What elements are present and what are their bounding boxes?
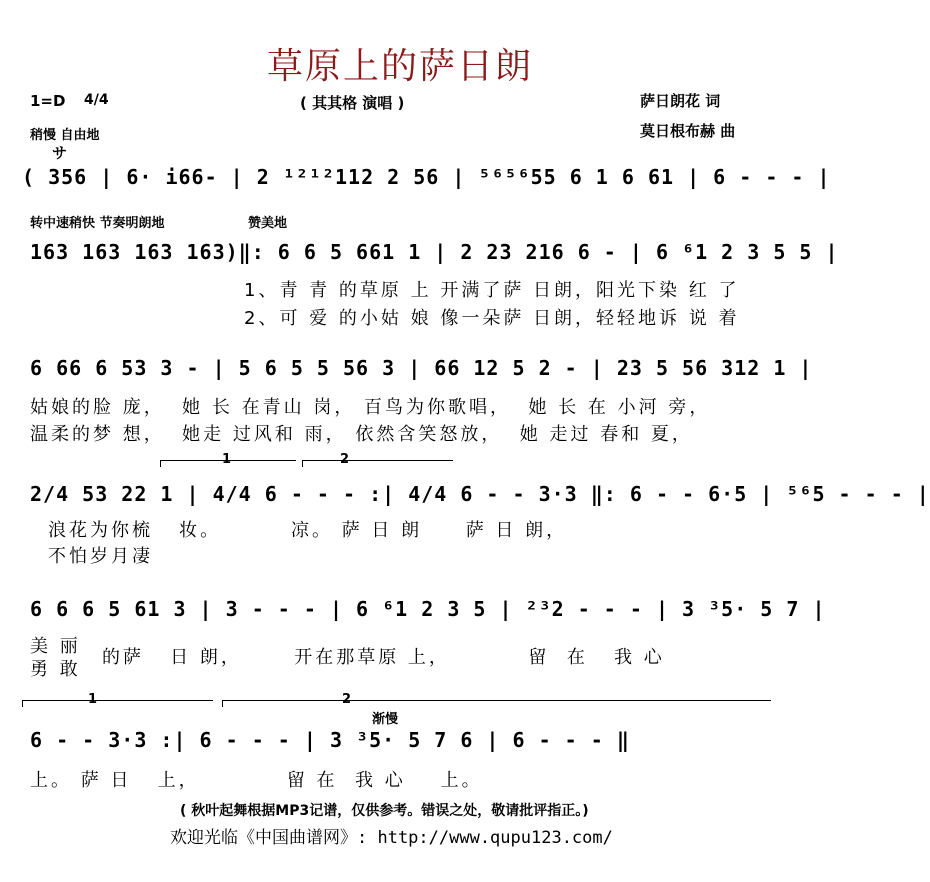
lyricist: 萨日朗花 词 [640, 92, 721, 110]
composer: 莫日根布赫 曲 [640, 122, 736, 140]
row5-notes: 6 6 6 5 61 3 | 3 - - - | 6 ⁶1 2 3 5 | ²³2 - - - | 3 ³5· 5 7 | [30, 597, 826, 621]
row3-notes: 6 66 6 53 3 - | 5 6 5 5 56 3 | 66 12 5 2 - | 23 5 56 312 1 | [30, 356, 813, 380]
row6-notes: 6 - - 3·3 :| 6 - - - | 3 ³5· 5 7 6 | 6 - - - ‖ [30, 728, 630, 752]
volta-bracket-2b [222, 700, 771, 707]
volta-label-2: 2 [340, 452, 350, 467]
row2-lyric-1: 1、青 青 的草原 上 开满了萨 日朗，阳光下染 红 了 [244, 280, 740, 301]
row5-lyric-a: 美 丽 [30, 636, 81, 657]
row4-notes: 2/4 53 22 1 | 4/4 6 - - - :| 4/4 6 - - 3·3 ‖: 6 - - 6·5 | ⁵⁶5 - - - | [30, 482, 930, 506]
song-title: 草原上的萨日朗 [266, 46, 533, 87]
tempo-praise: 赞美地 [248, 216, 288, 231]
volta-bracket-2 [302, 460, 453, 467]
row4-lyric-2: 不怕岁月凄 [48, 546, 153, 567]
tempo-change: 转中速稍快 节奏明朗地 [30, 216, 165, 231]
fermata-mark: サ [52, 144, 68, 162]
key-signature: 1=D [30, 92, 66, 110]
time-signature: 4/4 [84, 92, 109, 108]
intro-notes: ( 356 | 6· i66- | 2 ¹²¹²112 2 56 | ⁵⁶⁵⁶55 6 1 6 61 | 6 - - - | [22, 165, 831, 189]
footer-note: ( 秋叶起舞根据MP3记谱，仅供参考。错误之处，敬请批评指正。) [180, 803, 589, 819]
performer: ( 其其格 演唱 ) [300, 94, 405, 112]
row2-lyric-2: 2、可 爱 的小姑 娘 像一朵萨 日朗，轻轻地诉 说 着 [244, 308, 740, 329]
row3-lyric-2: 温柔的梦 想， 她走 过风和 雨， 依然含笑怒放， 她 走过 春和 夏， [30, 424, 693, 445]
row3-lyric-1: 姑娘的脸 庞， 她 长 在青山 岗， 百鸟为你歌唱， 她 长 在 小河 旁， [30, 397, 711, 418]
footer-site[interactable]: 欢迎光临《中国曲谱网》: http://www.qupu123.com/ [170, 828, 613, 848]
row5-lyric: 的萨 日 朗， 开在那草原 上， 留 在 我 心 [102, 647, 665, 668]
tempo-slow: 渐慢 [372, 712, 399, 727]
row4-lyric-1: 浪花为你梳 妆。 凉。 萨 日 朗 萨 日 朗， [48, 520, 568, 541]
tempo-intro: 稍慢 自由地 [30, 128, 100, 143]
row2-notes: 163 163 163 163)‖: 6 6 5 661 1 | 2 23 216 6 - | 6 ⁶1 2 3 5 5 | [30, 240, 839, 264]
volta-label-1: 1 [222, 452, 232, 467]
volta-label-2b: 2 [342, 692, 352, 707]
volta-label-1b: 1 [88, 692, 98, 707]
row6-lyric: 上。 萨 日 上， 留 在 我 心 上。 [30, 770, 483, 791]
row5-lyric-b: 勇 敢 [30, 659, 81, 680]
volta-bracket-1b [22, 700, 213, 707]
